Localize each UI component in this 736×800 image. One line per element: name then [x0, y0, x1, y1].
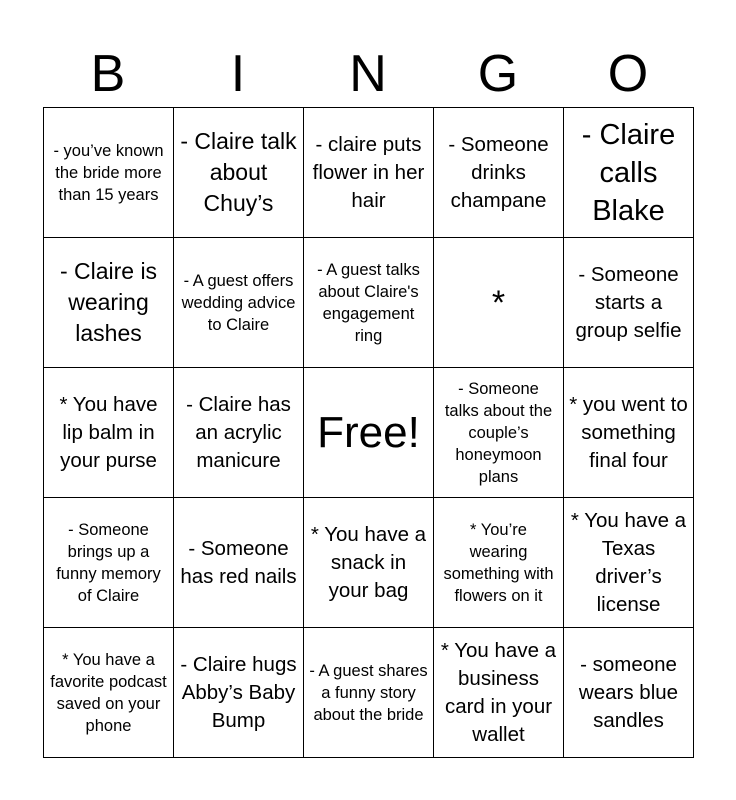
bingo-cell[interactable]: - someone wears blue sandles	[564, 628, 694, 758]
bingo-cell[interactable]: * You have a favorite podcast saved on your phone	[44, 628, 174, 758]
bingo-cell[interactable]: * You have a business card in your wallet	[434, 628, 564, 758]
header-letter-b: B	[90, 45, 126, 103]
bingo-cell[interactable]: - A guest shares a funny story about the bride	[304, 628, 434, 758]
bingo-cell[interactable]: - A guest talks about Claire's engagement ring	[304, 238, 434, 368]
bingo-cell[interactable]: - A guest offers wedding advice to Claire	[174, 238, 304, 368]
bingo-cell[interactable]: - Claire talk about Chuy’s	[174, 108, 304, 238]
header-letter-g: G	[477, 45, 519, 103]
bingo-cell[interactable]: - Someone has red nails	[174, 498, 304, 628]
bingo-cell[interactable]: - Someone talks about the couple’s honeymoon plans	[434, 368, 564, 498]
bingo-cell[interactable]: * You have a snack in your bag	[304, 498, 434, 628]
bingo-cell[interactable]: - Someone drinks champane	[434, 108, 564, 238]
header-letter-o: O	[607, 45, 649, 103]
bingo-header	[43, 40, 693, 108]
bingo-cell[interactable]: - Someone brings up a funny memory of Claire	[44, 498, 174, 628]
bingo-board	[43, 107, 694, 758]
bingo-cell[interactable]: - Claire hugs Abby’s Baby Bump	[174, 628, 304, 758]
header-letter-i: I	[230, 45, 246, 103]
bingo-cell[interactable]: * You have lip balm in your purse	[44, 368, 174, 498]
bingo-cell[interactable]: - Someone starts a group selfie	[564, 238, 694, 368]
bingo-cell[interactable]: *	[434, 238, 564, 368]
bingo-cell[interactable]: - Claire calls Blake	[564, 108, 694, 238]
bingo-cell[interactable]: * you went to something final four	[564, 368, 694, 498]
free-space-cell[interactable]: Free!	[304, 368, 434, 498]
bingo-cell[interactable]: - Claire is wearing lashes	[44, 238, 174, 368]
header-letter-n: N	[349, 45, 387, 103]
bingo-cell[interactable]: - Claire has an acrylic manicure	[174, 368, 304, 498]
bingo-cell[interactable]: - you’ve known the bride more than 15 years	[44, 108, 174, 238]
bingo-cell[interactable]: * You have a Texas driver’s license	[564, 498, 694, 628]
bingo-cell[interactable]: - claire puts flower in her hair	[304, 108, 434, 238]
bingo-cell[interactable]: * You’re wearing something with flowers on it	[434, 498, 564, 628]
